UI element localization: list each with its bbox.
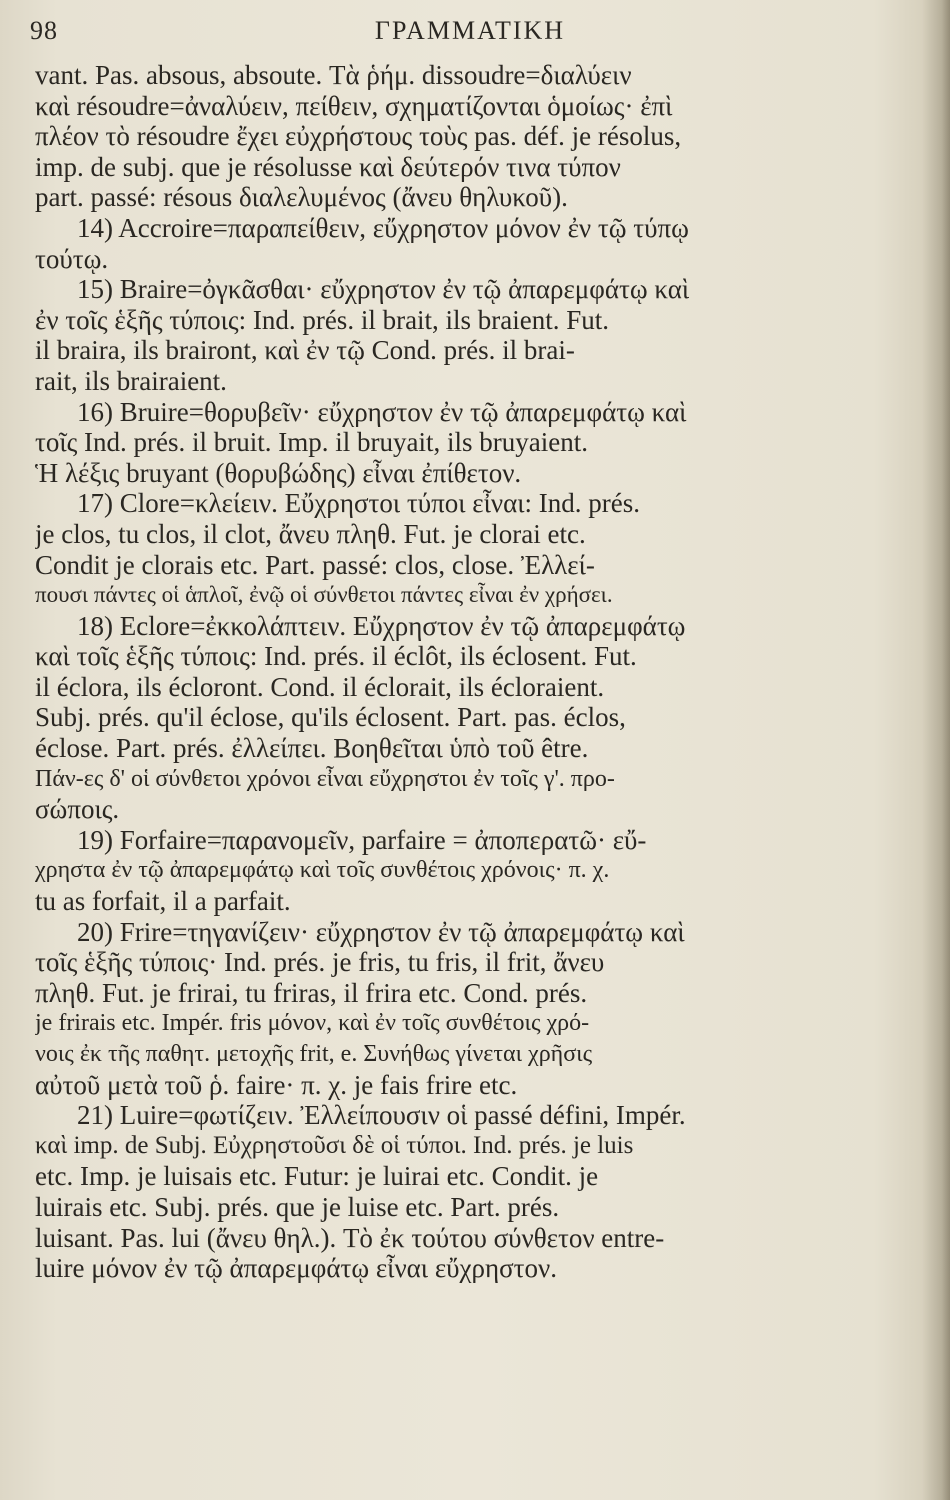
text-line: luisant. Pas. lui (ἄνευ θηλ.). Τὸ ἐκ τούτου σύνθετον entre- [35,1222,665,1253]
entry-18-line: 18) Eclore=ἐκκολάπτειν. Εὔχρηστον ἐν τῷ ἀπαρεμφάτῳ [77,610,686,641]
text-line: καὶ résoudre=ἀναλύειν, πείθειν, σχηματίζονται ὁμοίως· ἐπὶ [35,90,673,121]
text-line: τούτῳ. [35,243,109,274]
text-line: καὶ imp. de Subj. Εὐχρηστοῦσι δὲ οἱ τύποι. Ind. prés. je luis [35,1131,634,1159]
entry-14-line: 14) Accroire=παραπείθειν, εὔχρηστον μόνον ἐν τῷ τύπῳ [77,212,689,243]
text-line: πληθ. Fut. je frirai, tu friras, il frira etc. Cond. prés. [35,977,588,1008]
entry-16-line: 16) Bruire=θορυβεῖν· εὔχρηστον ἐν τῷ ἀπαρεμφάτῳ καὶ [77,396,687,427]
text-line: vant. Pas. absous, absoute. Τὰ ῥήμ. dissoudre=διαλύειν [35,60,632,90]
entry-21-line: 21) Luire=φωτίζειν. Ἐλλείπουσιν οἱ passé défini, Impér. [77,1100,686,1131]
text-line: Πάν-ες δ' οἱ σύνθετοι χρόνοι εἶναι εὔχρηστοι ἐν τοῖς γ'. προ- [35,765,615,792]
page-edge-shadow [922,0,950,1500]
text-line: χρηστα ἐν τῷ ἀπαρεμφάτῳ καὶ τοῖς συνθέτοις χρόνοις· π. χ. [35,857,610,884]
text-line: tu as forfait, il a parfait. [35,886,291,917]
text-line: il éclora, ils écloront. Cond. il éclorait, ils écloraient. [35,671,605,702]
page-number: 98 [30,16,58,45]
text-line: Condit je clorais etc. Part. passé: clos, close. Ἐλλεί- [35,549,595,580]
text-line: part. passé: résous διαλελυμένος (ἄνευ θηλυκοῦ). [35,182,568,213]
text-line: ἐν τοῖς ἑξῆς τύποις: Ind. prés. il brait, ils braient. Fut. [35,304,610,335]
text-line: rait, ils brairaient. [35,365,227,396]
text-line: Subj. prés. qu'il éclose, qu'ils éclosent. Part. pas. éclos, [35,702,626,733]
text-line: πλέον τὸ résoudre ἔχει εὐχρήστους τοὺς pas. déf. je résolus, [35,121,682,152]
text-line: luirais etc. Subj. prés. que je luise etc. Part. prés. [35,1191,560,1222]
text-line: etc. Imp. je luisais etc. Futur: je luirai etc. Condit. je [35,1161,599,1192]
text-line: τοῖς ἑξῆς τύποις· Ind. prés. je fris, tu fris, il frit, ἄνευ [35,947,605,978]
entry-15-line: 15) Braire=ὀγκᾶσθαι· εὔχρηστον ἐν τῷ ἀπαρεμφάτῳ καὶ [77,274,690,305]
text-line: je clos, tu clos, il clot, ἄνευ πληθ. Fut. je clorai etc. [35,518,586,549]
text-line: Ἡ λέξις bruyant (θορυβώδης) εἶναι ἐπίθετον. [35,457,522,488]
entry-20-line: 20) Frire=τηγανίζειν· εὔχρηστον ἐν τῷ ἀπαρεμφάτῳ καὶ [77,916,685,947]
running-head: ΓΡΑΜΜΑΤΙΚΗ [374,16,566,45]
text-line: éclose. Part. prés. ἐλλείπει. Βοηθεῖται ὑπὸ τοῦ être. [35,733,589,764]
text-line: σώποις. [35,794,120,825]
text-line: πουσι πάντες οἱ ἁπλοῖ, ἐνῷ οἱ σύνθετοι πάντες εἶναι ἐν χρήσει. [35,582,613,608]
text-line: luire μόνον ἐν τῷ ἀπαρεμφάτῳ εἶναι εὔχρηστον. [35,1253,557,1284]
page-header [30,10,910,50]
entry-17-line: 17) Clore=κλείειν. Εὔχρηστοι τύποι εἶναι: Ind. prés. [77,488,640,519]
text-line: il braira, ils brairont, καὶ ἐν τῷ Cond. prés. il brai- [35,335,575,366]
entry-19-line: 19) Forfaire=παρανομεῖν, parfaire = ἀποπερατῶ· εὔ- [77,824,647,855]
text-line: νοις ἐκ τῆς παθητ. μετοχῆς frit, e. Συνήθως γίνεται χρῆσις [35,1041,593,1067]
text-line: je frirais etc. Impér. fris μόνον, καὶ ἐν τοῖς συνθέτοις χρό- [35,1010,590,1037]
page-body [35,60,900,1284]
text-line: imp. de subj. que je résolusse καὶ δεύτερόν τινα τύπον [35,151,621,182]
text-line: αὐτοῦ μετὰ τοῦ ῥ. faire· π. χ. je fais frire etc. [35,1069,518,1100]
text-line: τοῖς Ind. prés. il bruit. Imp. il bruyait, ils bruyaient. [35,427,588,458]
text-line: καὶ τοῖς ἑξῆς τύποις: Ind. prés. il éclôt, ils éclosent. Fut. [35,641,637,672]
